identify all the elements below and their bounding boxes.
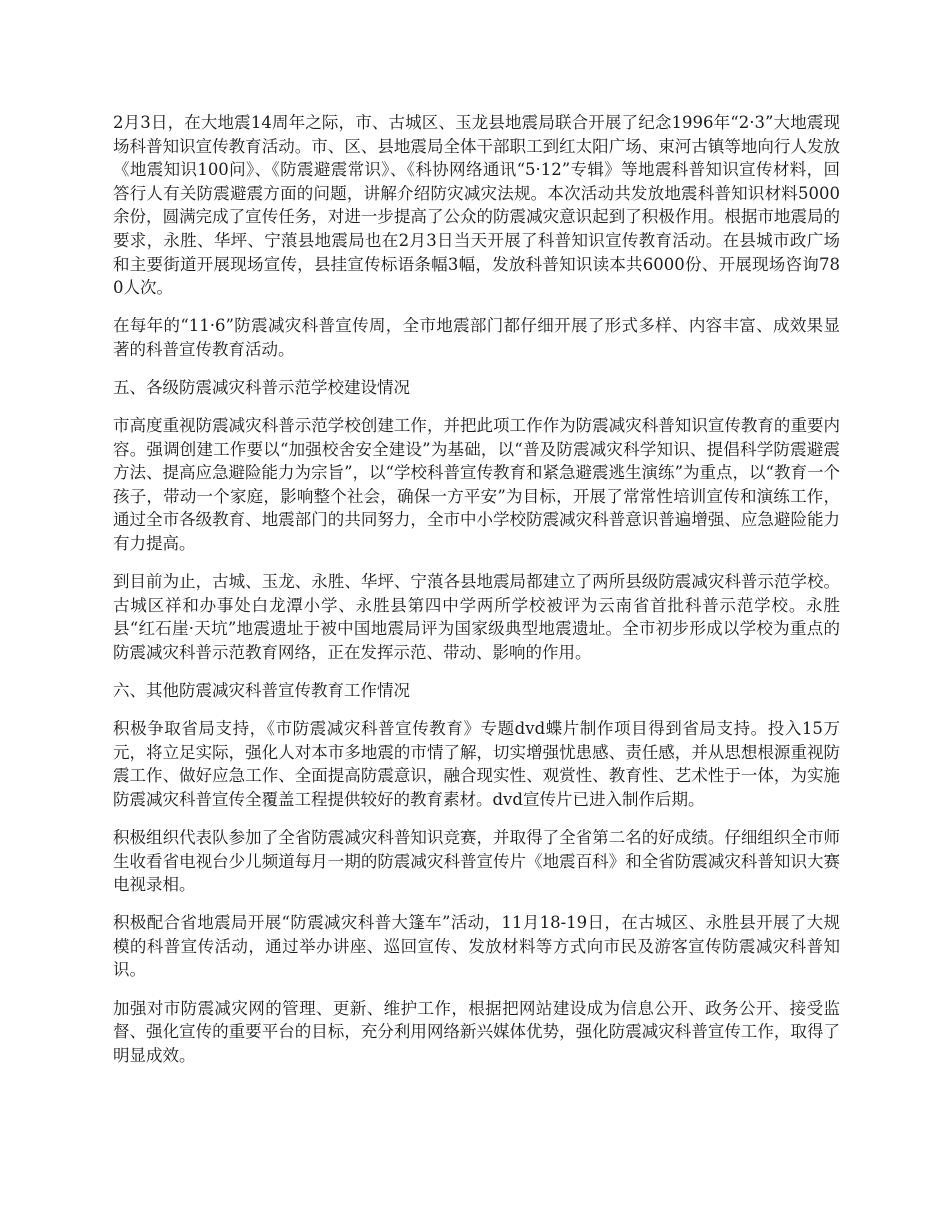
section-heading-5: 五、各级防震减灾科普示范学校建设情况 (113, 377, 410, 397)
paragraph-competition: 积极组织代表队参加了全省防震减灾科普知识竞赛，并取得了全省第二名的好成绩。仔细组织全市师生收看省电视台少儿频道每月一期的防震减灾科普宣传片《地震百科》和全省防震减灾科普知识大赛电视录相。 (113, 827, 840, 895)
paragraph-website: 加强对市防震减灾网的管理、更新、维护工作，根据把网站建设成为信息公开、政务公开、接受监督、强化宣传的重要平台的目标，充分利用网络新兴媒体优势，强化防震减灾科普宣传工作，取得了明显成效。 (113, 998, 840, 1065)
section-heading-6: 六、其他防震减灾科普宣传教育工作情况 (113, 680, 410, 700)
paragraph-caravan: 积极配合省地震局开展“防震减灾科普大篷车”活动，11月18-19日，在古城区、永胜县开展了大规模的科普宣传活动，通过举办讲座、巡回宣传、发放材料等方式向市民及游客宣传防震减灾科普知识。 (113, 913, 840, 980)
paragraph-dvd-project: 积极争取省局支持，《市防震减灾科普宣传教育》专题dvd蝶片制作项目得到省局支持。投入15万元，将立足实际，强化人对本市多地震的市情了解，切实增强忧患感、责任感，并从思想根源重视防震工作、做好应急工作、全面提高防震意识，融合现实性、观赏性、教育性、艺术性于一体，为实施防震减灾科普宣传全覆盖工程提供较好的教育素材。dvd宣传片已进入制作后期。 (113, 719, 840, 809)
paragraph-feb3-activities: 2月3日，在大地震14周年之际，市、古城区、玉龙县地震局联合开展了纪念1996年“2·3”大地震现场科普知识宣传教育活动。市、区、县地震局全体干部职工到红太阳广场、束河古镇等地向行人发放《地震知识100问》、《防震避震常识》、《科协网络通讯“5·12”专辑》等地震科普知识宣传材料，回答行人有关防震避震方面的问题，讲解介绍防灾减灾法规。本次活动共发放地震科普知识材料5000余份，圆满完成了宣传任务，对进一步提高了公众的防震减灾意识起到了积极作用。根据市地震局的要求，永胜、华坪、宁蒗县地震局也在2月3日当天开展了科普知识宣传教育活动。在县城市政广场和主要街道开展现场宣传，县挂宣传标语条幅3幅，发放科普知识读本共6000份、开展现场咨询780人次。 (113, 113, 840, 298)
paragraph-school-demo-work: 市高度重视防震减灾科普示范学校创建工作，并把此项工作作为防震减灾科普知识宣传教育的重要内容。强调创建工作要以“加强校舍安全建设”为基础，以“普及防震减灾科学知识、提倡科学防震避震方法、提高应急避险能力为宗旨”，以“学校科普宣传教育和紧急避震逃生演练”为重点，以“教育一个孩子，带动一个家庭，影响整个社会，确保一方平安”为目标，开展了常常性培训宣传和演练工作，通过全市各级教育、地震部门的共同努力，全市中小学校防震减灾科普意识普遍增强、应急避险能力有力提高。 (113, 416, 840, 553)
paragraph-school-progress: 到目前为止，古城、玉龙、永胜、华坪、宁蒗各县地震局都建立了两所县级防震减灾科普示范学校。古城区祥和办事处白龙潭小学、永胜县第四中学两所学校被评为云南省首批科普示范学校。永胜县“红石崖·天坑”地震遗址于被中国地震局评为国家级典型地震遗址。全市初步形成以学校为重点的防震减灾科普示范教育网络，正在发挥示范、带动、影响的作用。 (113, 572, 840, 662)
paragraph-science-week: 在每年的“11·6”防震减灾科普宣传周，全市地震部门都仔细开展了形式多样、内容丰富、成效果显著的科普宣传教育活动。 (113, 316, 840, 359)
